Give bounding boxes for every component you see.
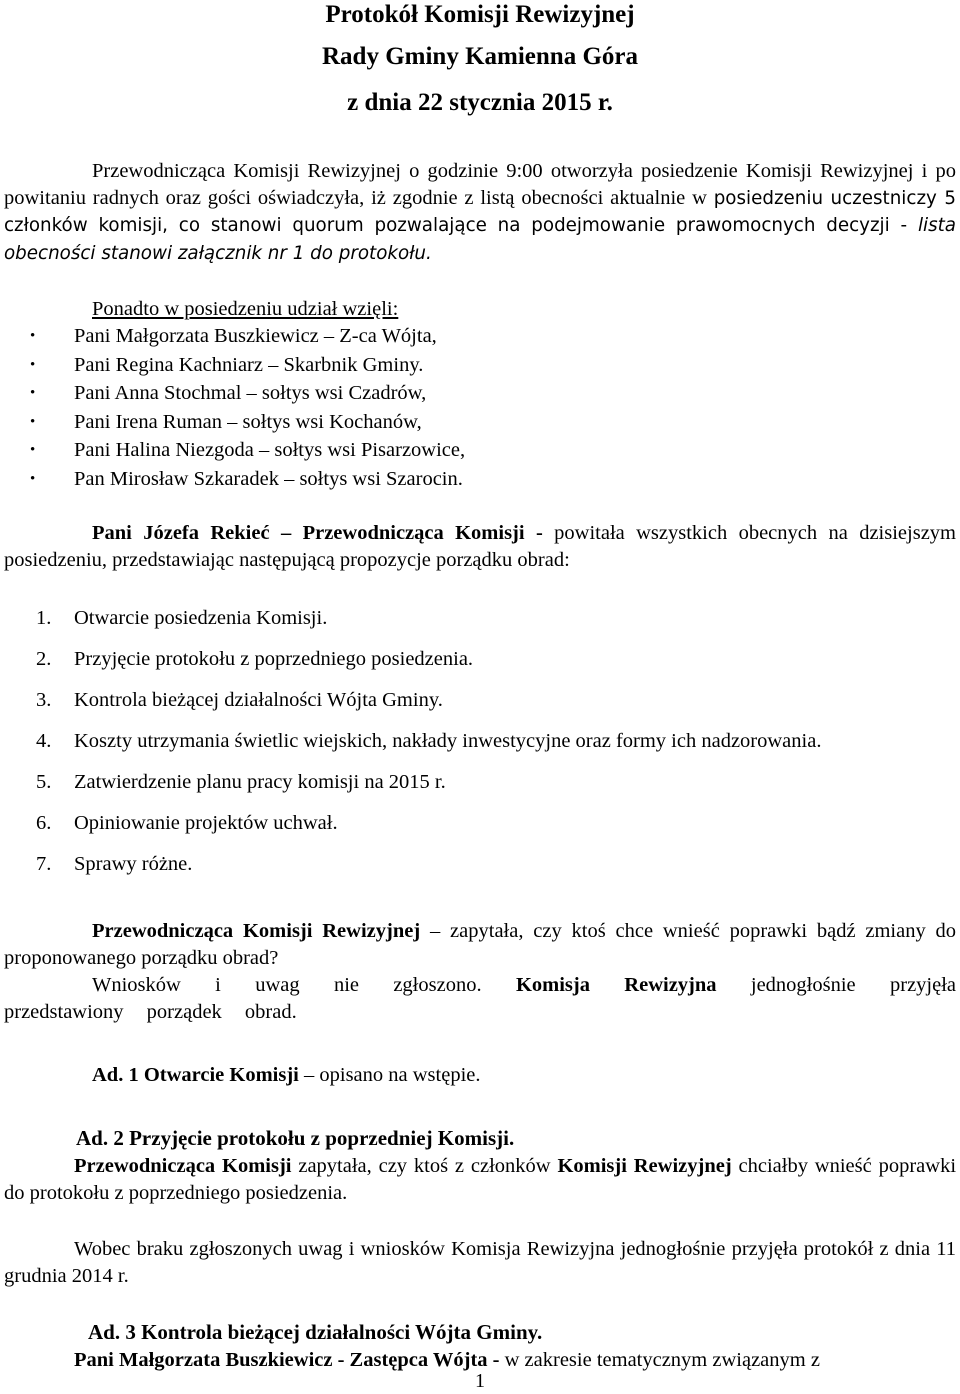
agenda-intro-bold: Pani Józefa Rekieć – Przewodnicząca Komisji - [92,522,543,544]
ad2-text-2: chciałby wnieść poprawki do protokołu z poprzedniego posiedzenia. [4,1155,957,1204]
ad1-text: – opisano na wstępie. [298,1064,481,1086]
ad2-paragraph-2: Wobec braku zgłoszonych uwag i wniosków Komisja Rewizyjna jednogłośnie przyjęła protokół z dnia 11 grudnia 2014 r. [4,1238,956,1287]
amendments-bold: Przewodnicząca Komisji Rewizyjnej [92,920,421,942]
intro-text-a: Przewodnicząca Komisji Rewizyjnej o godzinie 9:00 otworzyła posiedzenie Komisji Rewizyjnej i po powitaniu radnych oraz gości oświadczyła, iż zgodnie z listą obecności aktualnie w [4,160,956,209]
amendments-result-bold: Komisja Rewizyjna [515,974,717,996]
participants-heading-text: Ponadto w posiedzeniu udział wzięli: [92,298,399,320]
agenda-item [36,680,956,721]
agenda-intro-paragraph [4,520,956,573]
list-item: • Pani Halina Niezgoda – sołtys wsi Pisarzowice, [30,436,930,465]
ad3-bold: Pani Małgorzata Buszkiewicz - Zastępca Wójta - [74,1349,500,1371]
agenda-item-number: 2. [36,648,52,670]
ad3-text: w zakresie tematycznym związanym z [499,1349,820,1371]
agenda-item-text: Kontrola bieżącej działalności Wójta Gminy. [74,689,443,711]
agenda-item [36,721,956,762]
agenda-item-text: Opiniowanie projektów uchwał. [74,812,338,834]
agenda-item [36,762,956,803]
agenda-item-text: Koszty utrzymania świetlic wiejskich, nakłady inwestycyjne oraz formy ich nadzorowania. [74,730,822,752]
agenda-list [36,598,956,885]
document-title-line-1: Protokół Komisji Rewizyjnej [325,1,635,28]
list-item: • Pan Mirosław Szkaradek – sołtys wsi Szarocin. [30,465,930,494]
agenda-item-text: Otwarcie posiedzenia Komisji. [74,607,328,629]
ad2-heading: Ad. 2 Przyjęcie protokołu z poprzedniej Komisji. [76,1126,515,1150]
list-item: • Pani Irena Ruman – sołtys wsi Kochanów, [30,408,930,437]
participants-list [30,322,930,493]
agenda-item [36,639,956,680]
intro-text-b: posiedzeniu uczestniczy 5 członków komisji, co stanowi quorum pozwalające na podejmowanie prawomocnych decyzji - [4,187,956,236]
amendments-result-paragraph [4,972,956,1025]
list-item: • Pani Anna Stochmal – sołtys wsi Czadrów, [30,379,930,408]
agenda-item-number: 4. [36,730,52,752]
agenda-item-number: 5. [36,771,52,793]
agenda-item-number: 1. [36,607,52,629]
document-title-line-2: Rady Gminy Kamienna Góra [322,43,638,70]
ad2-text-1: zapytała, czy ktoś z członków [291,1155,558,1177]
ad2-paragraph-1 [4,1153,956,1206]
page-number: 1 [475,1370,485,1392]
amendments-result-text-b: jednogłośnie przyjęła przedstawiony porządek obrad. [4,974,957,1023]
document-title-line-3: z dnia 22 stycznia 2015 r. [347,89,613,116]
agenda-intro-text: powitała wszystkich obecnych na dzisiejszym posiedzeniu, przedstawiając następującą propozycje porządku obrad: [4,522,956,571]
participants-heading [92,296,952,323]
agenda-item [36,844,956,885]
agenda-item-text: Zatwierdzenie planu pracy komisji na 2015 r. [74,771,446,793]
ad2-bold-2: Komisji Rewizyjnej [557,1155,732,1177]
ad1-heading: Ad. 1 Otwarcie Komisji [92,1064,299,1086]
agenda-item [36,803,956,844]
ad3-heading: Ad. 3 Kontrola bieżącej działalności Wójta Gminy. [88,1320,543,1344]
agenda-item-number: 6. [36,812,52,834]
agenda-item-number: 3. [36,689,52,711]
amendments-paragraph [4,918,956,971]
list-item: • Pani Małgorzata Buszkiewicz – Z-ca Wójta, [30,322,930,351]
agenda-item-text: Przyjęcie protokołu z poprzedniego posiedzenia. [74,648,474,670]
amendments-result-text-a: Wniosków i uwag nie zgłoszono. [92,974,516,996]
agenda-item [36,598,956,639]
agenda-item-number: 7. [36,853,52,875]
intro-paragraph [4,158,956,267]
amendments-text: – zapytała, czy ktoś chce wnieść poprawki bądź zmiany do proponowanego porządku obrad? [4,920,957,969]
ad2-bold-1: Przewodnicząca Komisji [74,1155,292,1177]
agenda-item-text: Sprawy różne. [74,853,193,875]
ad1-line [92,1062,952,1089]
list-item: • Pani Regina Kachniarz – Skarbnik Gminy. [30,351,930,380]
intro-text-italic: lista obecności stanowi załącznik nr 1 do protokołu. [4,215,956,264]
